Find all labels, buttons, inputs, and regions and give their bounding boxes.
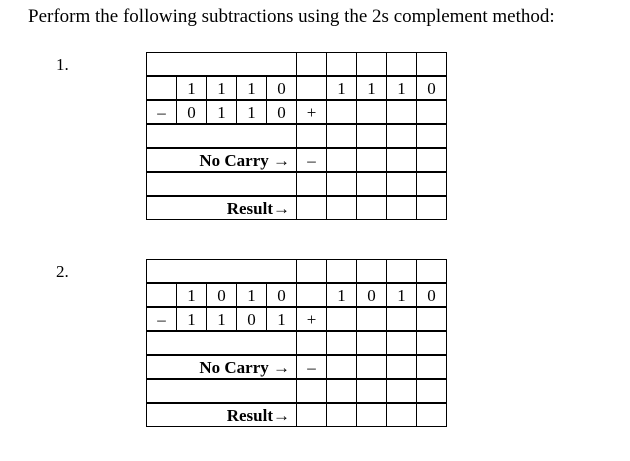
minus-sign: – (146, 100, 177, 124)
row-result (147, 403, 448, 427)
no-carry-label: No Carry → (146, 355, 297, 379)
carry-minus-sign: – (296, 148, 327, 172)
row-minuend (147, 283, 448, 307)
plus-sign: + (296, 100, 327, 124)
row-result (147, 196, 448, 220)
digit-cell: 1 (176, 283, 207, 307)
row-blank-top (147, 52, 448, 76)
digit-cell: 1 (206, 100, 237, 124)
row-blank-mid (147, 124, 448, 148)
digit-cell: 0 (236, 307, 267, 331)
row-blank-top (147, 259, 448, 283)
copy-digit-cell: 0 (356, 283, 387, 307)
digit-cell: 1 (236, 100, 267, 124)
problem-1-number: 1. (56, 55, 69, 74)
row-subtrahend (147, 100, 448, 124)
digit-cell: 1 (236, 283, 267, 307)
problem-2-number: 2. (56, 262, 69, 281)
copy-digit-cell: 1 (386, 76, 417, 100)
row-blank-lower (147, 172, 448, 196)
no-carry-label: No Carry → (146, 148, 297, 172)
copy-digit-cell: 1 (386, 283, 417, 307)
instruction-text: Perform the following subtractions using the 2s complement method: (28, 6, 555, 27)
copy-digit-cell: 0 (416, 76, 447, 100)
row-no-carry (147, 355, 448, 379)
row-no-carry (147, 148, 448, 172)
digit-cell: 1 (236, 76, 267, 100)
digit-cell: 1 (206, 307, 237, 331)
digit-cell: 0 (176, 100, 207, 124)
carry-minus-sign: – (296, 355, 327, 379)
digit-cell: 1 (266, 307, 297, 331)
copy-digit-cell: 1 (356, 76, 387, 100)
row-minuend (147, 76, 448, 100)
copy-digit-cell: 0 (416, 283, 447, 307)
digit-cell: 1 (176, 307, 207, 331)
result-label: Result→ (146, 403, 297, 427)
row-blank-lower (147, 379, 448, 403)
result-label: Result→ (146, 196, 297, 220)
digit-cell: 1 (206, 76, 237, 100)
plus-sign: + (296, 307, 327, 331)
digit-cell: 1 (176, 76, 207, 100)
copy-digit-cell: 1 (326, 283, 357, 307)
minus-sign: – (146, 307, 177, 331)
digit-cell: 0 (266, 283, 297, 307)
digit-cell: 0 (266, 100, 297, 124)
row-subtrahend (147, 307, 448, 331)
digit-cell: 0 (206, 283, 237, 307)
row-blank-mid (147, 331, 448, 355)
copy-digit-cell: 1 (326, 76, 357, 100)
digit-cell: 0 (266, 76, 297, 100)
